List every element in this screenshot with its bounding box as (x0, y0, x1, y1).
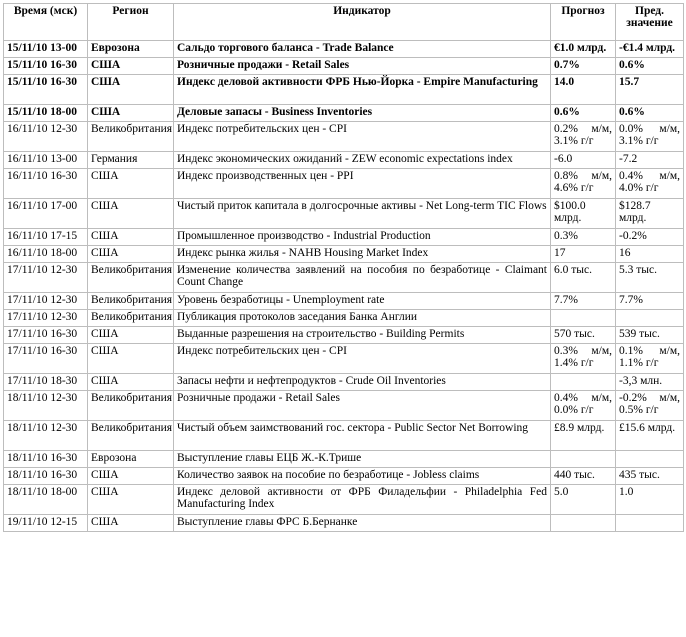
forecast-cell (551, 374, 616, 391)
table-row (4, 229, 684, 246)
time-cell: 17/11/10 16-30 (4, 344, 88, 374)
previous-cell: 7.7% (616, 293, 684, 310)
header-region: Регион (88, 4, 174, 41)
indicator-cell: Уровень безработицы - Unemployment rate (174, 293, 551, 310)
indicator-cell: Розничные продажи - Retail Sales (174, 391, 551, 421)
table-row (4, 310, 684, 327)
table-row (4, 344, 684, 374)
table-row (4, 169, 684, 199)
previous-cell (616, 310, 684, 327)
indicator-cell: Индекс деловой активности ФРБ Нью-Йорка - Empire Manufacturing (174, 75, 551, 105)
forecast-cell: -6.0 (551, 152, 616, 169)
time-cell: 15/11/10 16-30 (4, 58, 88, 75)
region-cell: Великобритания (88, 263, 174, 293)
region-cell: США (88, 246, 174, 263)
forecast-cell: 0.6% (551, 105, 616, 122)
indicator-cell: Индекс экономических ожиданий - ZEW economic expectations index (174, 152, 551, 169)
region-cell: США (88, 75, 174, 105)
previous-cell: -3,3 млн. (616, 374, 684, 391)
forecast-cell: 17 (551, 246, 616, 263)
forecast-cell: 7.7% (551, 293, 616, 310)
previous-cell: 5.3 тыс. (616, 263, 684, 293)
table-row (4, 451, 684, 468)
forecast-cell: 6.0 тыс. (551, 263, 616, 293)
table-row (4, 374, 684, 391)
indicator-cell: Изменение количества заявлений на пособия по безработице - Claimant Count Change (174, 263, 551, 293)
forecast-cell (551, 515, 616, 532)
region-cell: Великобритания (88, 391, 174, 421)
time-cell: 16/11/10 13-00 (4, 152, 88, 169)
previous-cell: £15.6 млрд. (616, 421, 684, 451)
region-cell: США (88, 199, 174, 229)
forecast-cell: 0.8% м/м, 4.6% г/г (551, 169, 616, 199)
region-cell: США (88, 468, 174, 485)
time-cell: 17/11/10 12-30 (4, 310, 88, 327)
table-row (4, 263, 684, 293)
time-cell: 16/11/10 16-30 (4, 169, 88, 199)
region-cell: США (88, 327, 174, 344)
table-body (4, 41, 684, 532)
region-cell: Еврозона (88, 451, 174, 468)
previous-cell: -7.2 (616, 152, 684, 169)
indicator-cell: Деловые запасы - Business Inventories (174, 105, 551, 122)
previous-cell: 0.1% м/м, 1.1% г/г (616, 344, 684, 374)
previous-cell: -€1.4 млрд. (616, 41, 684, 58)
header-time: Время (мск) (4, 4, 88, 41)
time-cell: 19/11/10 12-15 (4, 515, 88, 532)
time-cell: 18/11/10 12-30 (4, 421, 88, 451)
previous-cell: 1.0 (616, 485, 684, 515)
time-cell: 16/11/10 17-15 (4, 229, 88, 246)
table-row (4, 391, 684, 421)
time-cell: 18/11/10 18-00 (4, 485, 88, 515)
economic-calendar-table (3, 3, 684, 532)
indicator-cell: Количество заявок на пособие по безработице - Jobless claims (174, 468, 551, 485)
previous-cell: -0.2% (616, 229, 684, 246)
forecast-cell: $100.0 млрд. (551, 199, 616, 229)
header-forecast: Прогноз (551, 4, 616, 41)
previous-cell: 15.7 (616, 75, 684, 105)
previous-cell: 539 тыс. (616, 327, 684, 344)
header-indicator: Индикатор (174, 4, 551, 41)
time-cell: 18/11/10 16-30 (4, 468, 88, 485)
table-row (4, 421, 684, 451)
table-row (4, 41, 684, 58)
region-cell: США (88, 344, 174, 374)
indicator-cell: Чистый объем заимствований гос. сектора - Public Sector Net Borrowing (174, 421, 551, 451)
forecast-cell: 0.4% м/м, 0.0% г/г (551, 391, 616, 421)
table-row (4, 293, 684, 310)
time-cell: 16/11/10 17-00 (4, 199, 88, 229)
region-cell: США (88, 105, 174, 122)
region-cell: США (88, 229, 174, 246)
header-previous: Пред. значение (616, 4, 684, 41)
indicator-cell: Индекс производственных цен - PPI (174, 169, 551, 199)
indicator-cell: Промышленное производство - Industrial Production (174, 229, 551, 246)
forecast-cell: 0.2% м/м, 3.1% г/г (551, 122, 616, 152)
time-cell: 17/11/10 12-30 (4, 293, 88, 310)
region-cell: США (88, 485, 174, 515)
forecast-cell: £8.9 млрд. (551, 421, 616, 451)
indicator-cell: Выступление главы ЕЦБ Ж.-К.Трише (174, 451, 551, 468)
time-cell: 16/11/10 12-30 (4, 122, 88, 152)
forecast-cell: 440 тыс. (551, 468, 616, 485)
region-cell: Великобритания (88, 122, 174, 152)
time-cell: 17/11/10 16-30 (4, 327, 88, 344)
previous-cell: 0.4% м/м, 4.0% г/г (616, 169, 684, 199)
previous-cell: 435 тыс. (616, 468, 684, 485)
table-row (4, 75, 684, 105)
time-cell: 15/11/10 18-00 (4, 105, 88, 122)
region-cell: США (88, 515, 174, 532)
forecast-cell: €1.0 млрд. (551, 41, 616, 58)
table-row (4, 327, 684, 344)
region-cell: Великобритания (88, 293, 174, 310)
indicator-cell: Сальдо торгового баланса - Trade Balance (174, 41, 551, 58)
header-row (4, 4, 684, 41)
previous-cell: 0.6% (616, 58, 684, 75)
table-row (4, 246, 684, 263)
previous-cell: 0.6% (616, 105, 684, 122)
table-row (4, 468, 684, 485)
forecast-cell (551, 310, 616, 327)
forecast-cell: 0.3% м/м, 1.4% г/г (551, 344, 616, 374)
previous-cell (616, 451, 684, 468)
forecast-cell: 14.0 (551, 75, 616, 105)
indicator-cell: Публикация протоколов заседания Банка Англии (174, 310, 551, 327)
table-row (4, 199, 684, 229)
forecast-cell: 5.0 (551, 485, 616, 515)
previous-cell: 0.0% м/м, 3.1% г/г (616, 122, 684, 152)
indicator-cell: Индекс рынка жилья - NAHB Housing Market Index (174, 246, 551, 263)
region-cell: США (88, 169, 174, 199)
table-row (4, 515, 684, 532)
region-cell: Еврозона (88, 41, 174, 58)
region-cell: США (88, 58, 174, 75)
time-cell: 16/11/10 18-00 (4, 246, 88, 263)
indicator-cell: Запасы нефти и нефтепродуктов - Crude Oil Inventories (174, 374, 551, 391)
time-cell: 15/11/10 13-00 (4, 41, 88, 58)
forecast-cell (551, 451, 616, 468)
indicator-cell: Индекс потребительских цен - CPI (174, 344, 551, 374)
table-row (4, 152, 684, 169)
indicator-cell: Выступление главы ФРС Б.Бернанке (174, 515, 551, 532)
region-cell: Германия (88, 152, 174, 169)
previous-cell: 16 (616, 246, 684, 263)
time-cell: 15/11/10 16-30 (4, 75, 88, 105)
indicator-cell: Чистый приток капитала в долгосрочные активы - Net Long-term TIC Flows (174, 199, 551, 229)
table-row (4, 122, 684, 152)
time-cell: 18/11/10 16-30 (4, 451, 88, 468)
indicator-cell: Розничные продажи - Retail Sales (174, 58, 551, 75)
region-cell: Великобритания (88, 310, 174, 327)
indicator-cell: Выданные разрешения на строительство - Building Permits (174, 327, 551, 344)
forecast-cell: 0.3% (551, 229, 616, 246)
table-row (4, 105, 684, 122)
time-cell: 18/11/10 12-30 (4, 391, 88, 421)
region-cell: США (88, 374, 174, 391)
forecast-cell: 570 тыс. (551, 327, 616, 344)
table-row (4, 485, 684, 515)
region-cell: Великобритания (88, 421, 174, 451)
time-cell: 17/11/10 18-30 (4, 374, 88, 391)
time-cell: 17/11/10 12-30 (4, 263, 88, 293)
table-row (4, 58, 684, 75)
previous-cell: -0.2% м/м, 0.5% г/г (616, 391, 684, 421)
previous-cell (616, 515, 684, 532)
previous-cell: $128.7 млрд. (616, 199, 684, 229)
forecast-cell: 0.7% (551, 58, 616, 75)
indicator-cell: Индекс потребительских цен - CPI (174, 122, 551, 152)
indicator-cell: Индекс деловой активности от ФРБ Филадельфии - Philadelphia Fed Manufacturing Index (174, 485, 551, 515)
